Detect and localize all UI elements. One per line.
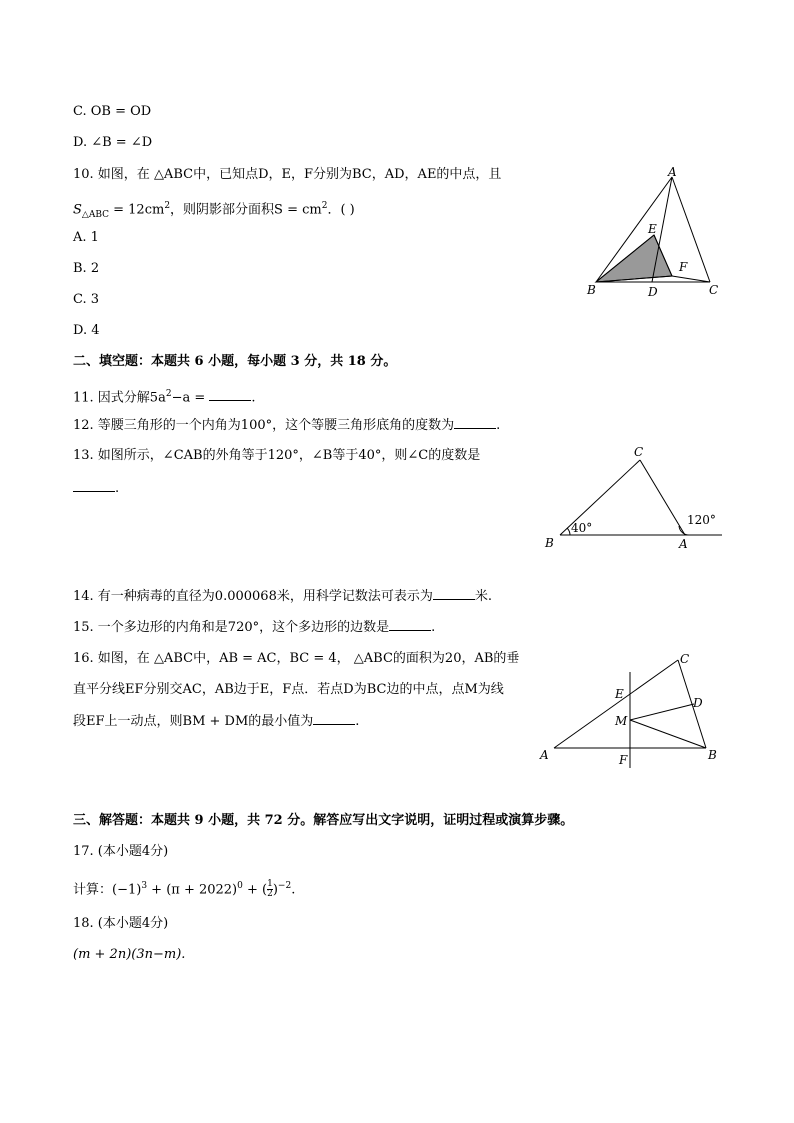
q15-answer-blank xyxy=(389,618,431,631)
q16-label-a: A xyxy=(540,748,549,762)
q13-label-c: C xyxy=(634,445,644,459)
q16-label-e: E xyxy=(615,687,624,701)
q17-expression: 计算：$(-1)^3 + (\pi + 2022)^0$ + ( $\frac{1}{2}$ )$^{-2}$. xyxy=(73,879,296,900)
q11: 11. 因式分解$5a^2-a$ = . xyxy=(73,389,256,406)
q16-answer-blank xyxy=(313,712,355,725)
q11-answer-blank xyxy=(209,388,251,401)
q13-angle-a-label: 120° xyxy=(687,513,716,527)
q10-option-a: A. 1 xyxy=(73,230,99,245)
q15: 15. 一个多边形的内角和是720°，这个多边形的边数是 . xyxy=(73,620,436,635)
q10-label-e: E xyxy=(648,222,657,236)
q10-shaded-region xyxy=(596,235,672,282)
q10-triangle-figure xyxy=(584,165,724,303)
q10-stem-line2: $S_{\triangle ABC} = 12cm^2$，则阴影部分面积$S = cm^2$．( ) xyxy=(73,201,355,220)
q16-label-c: C xyxy=(680,652,690,666)
q9-option-c: C. OB = OD xyxy=(73,104,152,119)
q10-label-f: F xyxy=(679,260,688,274)
q10-option-c: C. 3 xyxy=(73,292,100,307)
q16-label-d: D xyxy=(693,696,703,710)
q13-label-b: B xyxy=(545,536,554,550)
q12: 12. 等腰三角形的一个内角为100°，这个等腰三角形底角的度数为 . xyxy=(73,418,501,433)
q18-expression: (m + 2n)(3n−m). xyxy=(73,947,186,962)
q13-angle-b-label: 40° xyxy=(571,521,593,535)
q10-label-d: D xyxy=(648,285,658,299)
q14: 14. 有一种病毒的直径为0.000068米，用科学记数法可表示为 米. xyxy=(73,589,492,604)
q10-stem-line1: 10. 如图，在 △ABC中，已知点D，E，F分别为BC，AD，AE的中点，且 xyxy=(73,167,502,182)
q12-answer-blank xyxy=(454,416,496,429)
q10-label-c: C xyxy=(709,283,719,297)
q16-triangle-figure xyxy=(536,648,726,770)
q10-option-b: B. 2 xyxy=(73,261,100,276)
q16-stem-line3: 段EF上一动点，则BM + DM的最小值为 . xyxy=(73,714,360,729)
q9-option-d: D. ∠B = ∠D xyxy=(73,135,153,150)
q16-label-f: F xyxy=(619,753,628,767)
q13: 13. 如图所示，∠CAB的外角等于120°，∠B等于40°，则∠C的度数是 xyxy=(73,448,481,463)
section3-heading: 三、解答题：本题共 9 小题，共 72 分。解答应写出文字说明，证明过程或演算步骤。 xyxy=(73,813,574,828)
q16-label-m: M xyxy=(615,714,628,728)
q10-label-b: B xyxy=(587,283,596,297)
q10-option-d: D. 4 xyxy=(73,323,100,338)
q13-triangle-figure xyxy=(540,442,725,552)
q10-label-a: A xyxy=(668,165,677,179)
q13-label-a: A xyxy=(679,537,688,551)
q17-title: 17. (本小题4分) xyxy=(73,844,169,859)
q16-stem-line1: 16. 如图，在 △ABC中，AB = AC，BC = 4， △ABC的面积为20，AB的垂 xyxy=(73,651,520,666)
section2-heading: 二、填空题：本题共 6 小题，每小题 3 分，共 18 分。 xyxy=(73,354,397,369)
q18-title: 18. (本小题4分) xyxy=(73,916,169,931)
q16-label-b: B xyxy=(708,748,717,762)
q14-answer-blank xyxy=(433,587,475,600)
q16-stem-line2: 直平分线EF分别交AC，AB边于E，F点．若点D为BC边的中点，点M为线 xyxy=(73,682,504,697)
q13-answer-blank xyxy=(73,479,115,492)
q13-answer-line: . xyxy=(73,479,119,498)
